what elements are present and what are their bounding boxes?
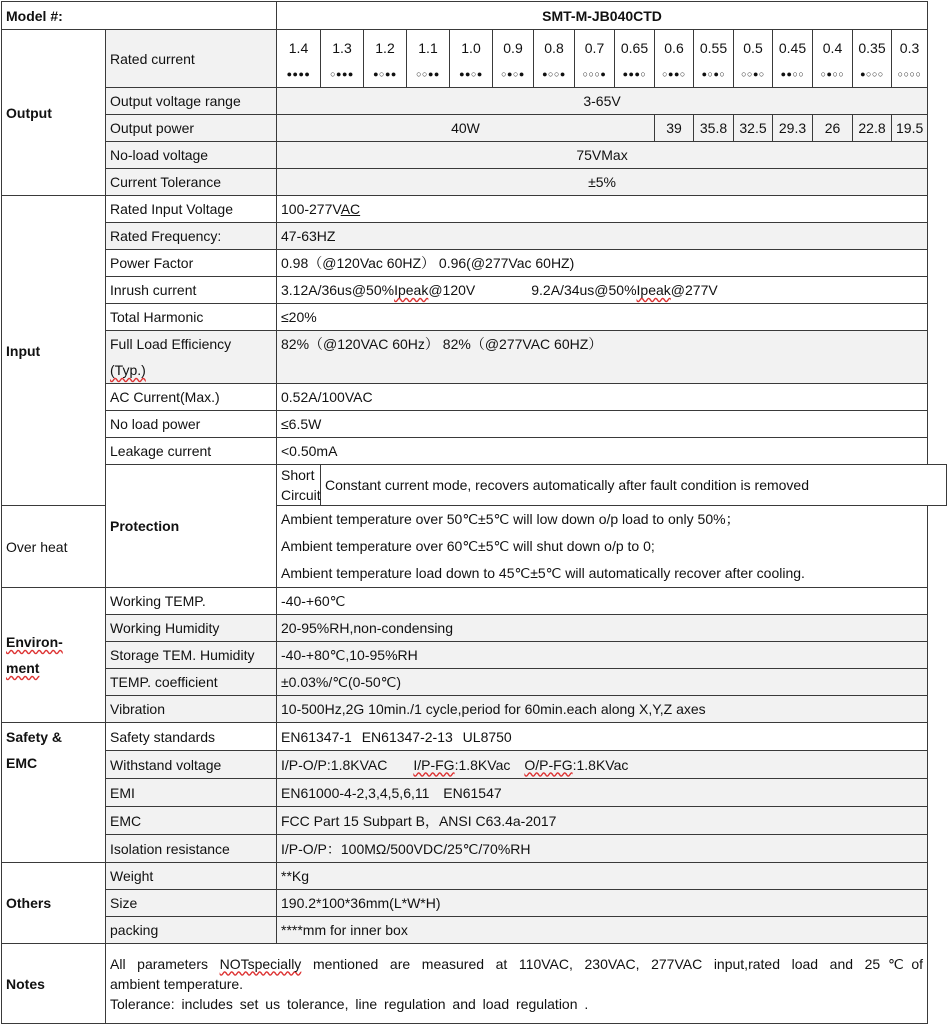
label-over-heat: Over heat [2,506,106,588]
value-emi: EN61000-4-2,3,4,5,6,11 EN61547 [277,779,928,807]
value-working-humidity: 20-95%RH,non-condensing [277,615,928,642]
label-total-harmonic: Total Harmonic [106,304,277,331]
label-storage-humidity: Storage TEM. Humidity [106,642,277,669]
category-environment: Environ- ment [2,588,106,723]
current-cell: 0.55 ●○●○ [694,30,734,88]
dip-switch-icon: ○●●○ [662,69,686,79]
value-rated-input-voltage: 100-277VAC [277,196,928,223]
value-temp-coefficient: ±0.03%/℃(0-50℃) [277,669,928,696]
dip-switch-icon: ○○●● [416,69,440,79]
dip-switch-icon: ●●●● [286,69,311,79]
row-rated-current [2,30,947,88]
label-working-humidity: Working Humidity [106,615,277,642]
label-power-factor: Power Factor [106,250,277,277]
current-cell: 1.0 ●●○● [450,30,493,88]
label-current-tolerance: Current Tolerance [106,169,277,196]
value-size: 190.2*100*36mm(L*W*H) [277,890,928,917]
current-cell: 0.35 ●○○○ [853,30,892,88]
label-isolation-resistance: Isolation resistance [106,835,277,863]
current-cell: 0.6 ○●●○ [655,30,694,88]
value-output-voltage-range: 3-65V [277,88,928,115]
value-weight: **Kg [277,863,928,890]
value-current-tolerance: ±5% [277,169,928,196]
dip-switch-icon: ○○●○ [741,69,765,79]
value-storage-humidity: -40-+80℃,10-95%RH [277,642,928,669]
label-rated-input-voltage: Rated Input Voltage [106,196,277,223]
label-no-load-power: No load power [106,411,277,438]
dip-switch-icon: ○●○● [501,69,525,79]
notes-line-3: Tolerance: includes set us tolerance, line regulation and load regulation . [110,995,589,1012]
current-cell: 0.4 ○●○○ [813,30,853,88]
label-size: Size [106,890,277,917]
value-no-load-voltage: 75VMax [277,142,928,169]
label-packing: packing [106,917,277,944]
notes-line-2: ambient temperature. [110,975,244,992]
dip-switch-icon: ○●○○ [820,69,845,79]
current-cell: 0.5 ○○●○ [734,30,773,88]
value-working-temp: -40-+60℃ [277,588,928,615]
dip-switch-icon: ○○○● [582,69,607,79]
dip-switch-icon: ●●○● [459,69,483,79]
category-others: Others [2,863,106,944]
value-emc: FCC Part 15 Subpart B，ANSI C63.4a-2017 [277,807,928,835]
value-isolation-resistance: I/P-O/P：100MΩ/500VDC/25℃/70%RH [277,835,928,863]
label-output-voltage-range: Output voltage range [106,88,277,115]
current-cell: 0.9 ○●○● [493,30,534,88]
value-withstand-voltage: I/P-O/P:1.8KVAC I/P-FG:1.8KVac O/P-FG:1.8KVac [277,751,928,779]
current-cell: 0.45 ●●○○ [773,30,813,88]
label-full-load-efficiency: Full Load Efficiency (Typ.) [106,331,277,384]
label-emc: EMC [106,807,277,835]
dip-switch-icon: ●○○● [542,69,566,79]
value-output-power: 22.8 [853,115,892,142]
label-output-power: Output power [106,115,277,142]
value-output-power: 26 [813,115,853,142]
dip-switch-icon: ●●●○ [622,69,647,79]
label-inrush-current: Inrush current [106,277,277,304]
label-no-load-voltage: No-load voltage [106,142,277,169]
spec-table [1,1,947,1024]
value-over-heat: Ambient temperature over 50℃±5℃ will low down o/p load to only 50%； Ambient temperature over 60℃±5℃ will shut down o/p to 0; Ambient temperature load down to 45℃±5℃ will automatically recover after cooling. [277,506,928,588]
dip-switch-icon: ●●○○ [780,69,805,79]
dip-switch-icon: ○●●● [330,69,354,79]
value-output-power: 29.3 [773,115,813,142]
label-rated-frequency: Rated Frequency: [106,223,277,250]
value-output-power: 32.5 [734,115,773,142]
value-output-power: 35.8 [694,115,734,142]
category-output: Output [2,30,106,196]
current-cell: 1.3 ○●●● [321,30,364,88]
label-temp-coefficient: TEMP. coefficient [106,669,277,696]
dip-switch-icon: ●○○○ [860,69,884,79]
category-safety-emc: Safety & EMC [2,723,106,863]
label-ac-current: AC Current(Max.) [106,384,277,411]
label-rated-current: Rated current [106,30,277,88]
label-weight: Weight [106,863,277,890]
value-no-load-power: ≤6.5W [277,411,928,438]
label-emi: EMI [106,779,277,807]
label-working-temp: Working TEMP. [106,588,277,615]
notes-line-1: All parameters NOTspecially mentioned are measured at 110VAC, 230VAC, 277VAC input,rated load and 25℃of [110,955,924,972]
label-safety-standards: Safety standards [106,723,277,751]
current-cell: 1.4 ●●●● [277,30,321,88]
category-notes: Notes [2,944,106,1024]
value-total-harmonic: ≤20% [277,304,928,331]
current-cell: 1.1 ○○●● [407,30,450,88]
value-vibration: 10-500Hz,2G 10min./1 cycle,period for 60min.each along X,Y,Z axes [277,696,928,723]
value-inrush-current: 3.12A/36us@50%Ipeak@120V 9.2A/34us@50%Ipeak@277V [277,277,928,304]
value-rated-frequency: 47-63HZ [277,223,928,250]
current-cell: 0.3 ○○○○ [892,30,928,88]
current-cell: 0.7 ○○○● [575,30,615,88]
value-output-power-merged: 40W [277,115,655,142]
notes-text [106,944,928,1024]
dip-switch-icon: ○○○○ [897,69,922,79]
current-cell: 0.65 ●●●○ [615,30,655,88]
category-protection: Protection [106,465,277,588]
value-output-power: 19.5 [892,115,928,142]
label-withstand-voltage: Withstand voltage [106,751,277,779]
value-short-circuit: Constant current mode, recovers automatically after fault condition is removed [321,465,947,506]
value-power-factor: 0.98（@120Vac 60HZ） 0.96(@277Vac 60HZ) [277,250,928,277]
model-number: SMT-M-JB040CTD [277,2,928,30]
value-output-power: 39 [655,115,694,142]
dip-switch-icon: ●○●○ [701,69,726,79]
value-full-load-efficiency: 82%（@120VAC 60Hz） 82%（@277VAC 60HZ） [277,331,928,384]
label-leakage-current: Leakage current [106,438,277,465]
current-cell: 1.2 ●○●● [364,30,407,88]
model-label: Model #: [2,2,277,30]
value-safety-standards: EN61347-1 EN61347-2-13 UL8750 [277,723,928,751]
dip-switch-icon: ●○●● [373,69,397,79]
value-ac-current: 0.52A/100VAC [277,384,928,411]
category-input: Input [2,196,106,506]
label-vibration: Vibration [106,696,277,723]
current-cell: 0.8 ●○○● [534,30,575,88]
value-leakage-current: <0.50mA [277,438,928,465]
label-short-circuit: Short Circuit [277,465,321,506]
value-packing: ****mm for inner box [277,917,928,944]
